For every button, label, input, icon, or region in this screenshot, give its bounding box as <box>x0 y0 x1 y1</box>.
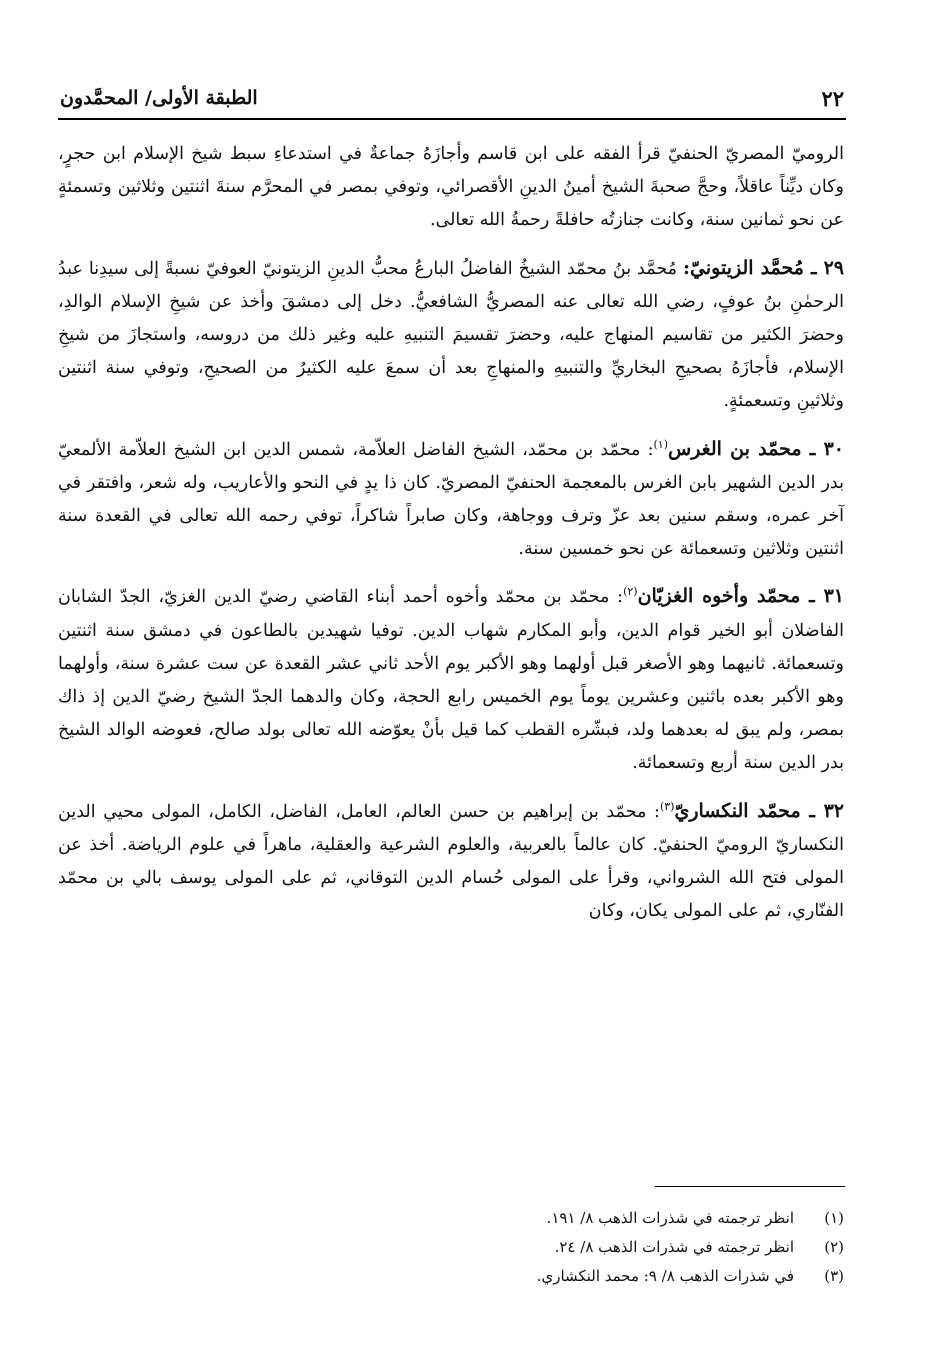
footnote-mark: (٢) <box>824 1238 844 1256</box>
entry-32 <box>58 795 844 929</box>
page-number: ٢٢ <box>821 85 844 111</box>
header-rule <box>58 118 846 120</box>
entry-29-text: مُحمَّد بنُ محمّد الشيخُ الفاضلُ البارعُ محبُّ الدينِ الزيتونيّ العوفيّ نسبةً إلى سيدِنا عبدُ الرحمٰنِ بنُ عوفٍ، رضي الله تعالى عنه المصريُّ الشافعيُّ. دخل إلى دمشقَ وأخذ عن شيخِ الإسلام الوالدِ، وحضرَ الكثير من تقاسيم المنهاج عليه، وحضرَ تقسيمَ التنبيهِ عليه وغير ذلك من دروسه، واستجازَ من شيخِ الإسلام، فأجازَهُ بصحيحِ البخاريِّ والتنبيهِ والمنهاجِ بعد أن سمعَ عليه الكثيرُ من الصحيحِ، وتوفي سنة اثنتين وثلاثينِ وتسعمئةٍ. <box>58 258 844 412</box>
running-title: الطبقة الأولى/ المحمَّدون <box>60 87 258 109</box>
footnote-1 <box>58 1204 844 1233</box>
entry-29-heading: ٢٩ ـ مُحمَّد الزيتونيّ: <box>683 256 844 279</box>
entry-31-text: : محمّد بن محمّد وأخوه أحمد أبناء القاضي رضيّ الدين الغزيّ، الجدّ الشابان الفاضلان أبو الخير قوام الدين، وأبو المكارم شهاب الدين. توفيا شهيدين بالطاعون في دمشق سنة اثنتين وتسعمائة. ثانيهما وهو الأصغر قبل أولهما وهو الأكبر يوم الأحد ثاني عشر القعدة عن ست عشرة سنة، وأولهما وهو الأكبر بعده باثنين وعشرين يوماً يوم الخميس رابع الحجة، وكان والدهما الجدّ الشيخ رضيّ الدين إذ ذاك بمصر، ولم يبق له بعدهما ولد، فبشّره القطب كما قيل بأنْ يعوّضه الله تعالى بولد صالح، فعوضه الوالد الشيخ بدر الدين سنة أربع وتسعمائة. <box>58 587 844 774</box>
footnote-mark: (١) <box>824 1209 844 1227</box>
entry-31-heading: ٣١ ـ محمّد وأخوه الغزيّان <box>637 585 844 608</box>
page-header <box>60 80 844 116</box>
paragraph-continuation: الروميّ المصريّ الحنفيّ قرأ الفقه على ابن قاسم وأجازَهُ جماعةٌ في استدعاءِ سبط شيخ الإسلام ابن حجرٍ، وكان ديِّناً عاقلاً، وحجَّ صحبةَ الشيخ أمينُ الدينِ الأقصرائي، وتوفي بمصر في المحرَّم سنةَ اثنتين وثلاثين وتسمئةٍ عن نحو ثمانين سنة، وكانت جنازتُه حافلةً رحمةُ الله تعالى. <box>58 144 844 231</box>
footnote-text: انظر ترجمته في شذرات الذهب ٨/ ١٩١. <box>546 1209 794 1227</box>
entry-29 <box>58 252 844 419</box>
footnotes <box>58 1204 844 1291</box>
entry-30 <box>58 433 844 567</box>
footnote-ref-3[interactable]: (٣) <box>659 799 675 813</box>
footnote-separator <box>655 1186 845 1187</box>
footnote-text: في شذرات الذهب ٨/ ٩: محمد النكشاري. <box>536 1267 794 1285</box>
footnote-ref-2[interactable]: (٢) <box>623 585 638 599</box>
entry-30-heading: ٣٠ ـ محمّد بن الغرس <box>668 437 844 460</box>
footnote-text: انظر ترجمته في شذرات الذهب ٨/ ٢٤. <box>554 1238 794 1256</box>
entry-32-heading: ٣٢ ـ محمّد النكساريّ <box>674 799 844 822</box>
footnote-2 <box>58 1233 844 1262</box>
footnote-ref-1[interactable]: (١) <box>653 437 668 451</box>
page-body <box>58 138 844 942</box>
entry-31 <box>58 580 844 780</box>
entry-32-text: : محمّد بن إبراهيم بن حسن العالم، العامل، الفاضل، الكامل، المولى محيي الدين النكساريّ الروميّ الحنفيّ. كان عالماً بالعربية، والعلوم الشرعية والعقلية، ماهراً في علوم الرياضة. أخذ عن المولى فتح الله الشرواني، وقرأ على المولى حُسام الدين التوقاني، ثم على المولى يوسف بالي بن محمّد الفنّاري، ثم على المولى يكان، وكان <box>58 801 844 922</box>
footnote-3 <box>58 1262 844 1291</box>
entry-30-text: : محمّد بن محمّد، الشيخ الفاضل العلاّمة، شمس الدين ابن الشيخ العلاّمة الألمعيّ بدر الدين الشهير بابن الغرس بالمعجمة الحنفيّ المصريّ. كان ذا يدٍ في النحو والأعاريب، وله شعر، وافتقر في آخر عمره، وسقم سنين بعد عزّ وترف ووجاهة، وكان صابراً شاكراً، توفي رحمه الله تعالى في القعدة سنة اثنتين وثلاثين وتسعمائة عن نحو خمسين سنة. <box>58 439 844 560</box>
footnote-mark: (٣) <box>824 1267 844 1285</box>
